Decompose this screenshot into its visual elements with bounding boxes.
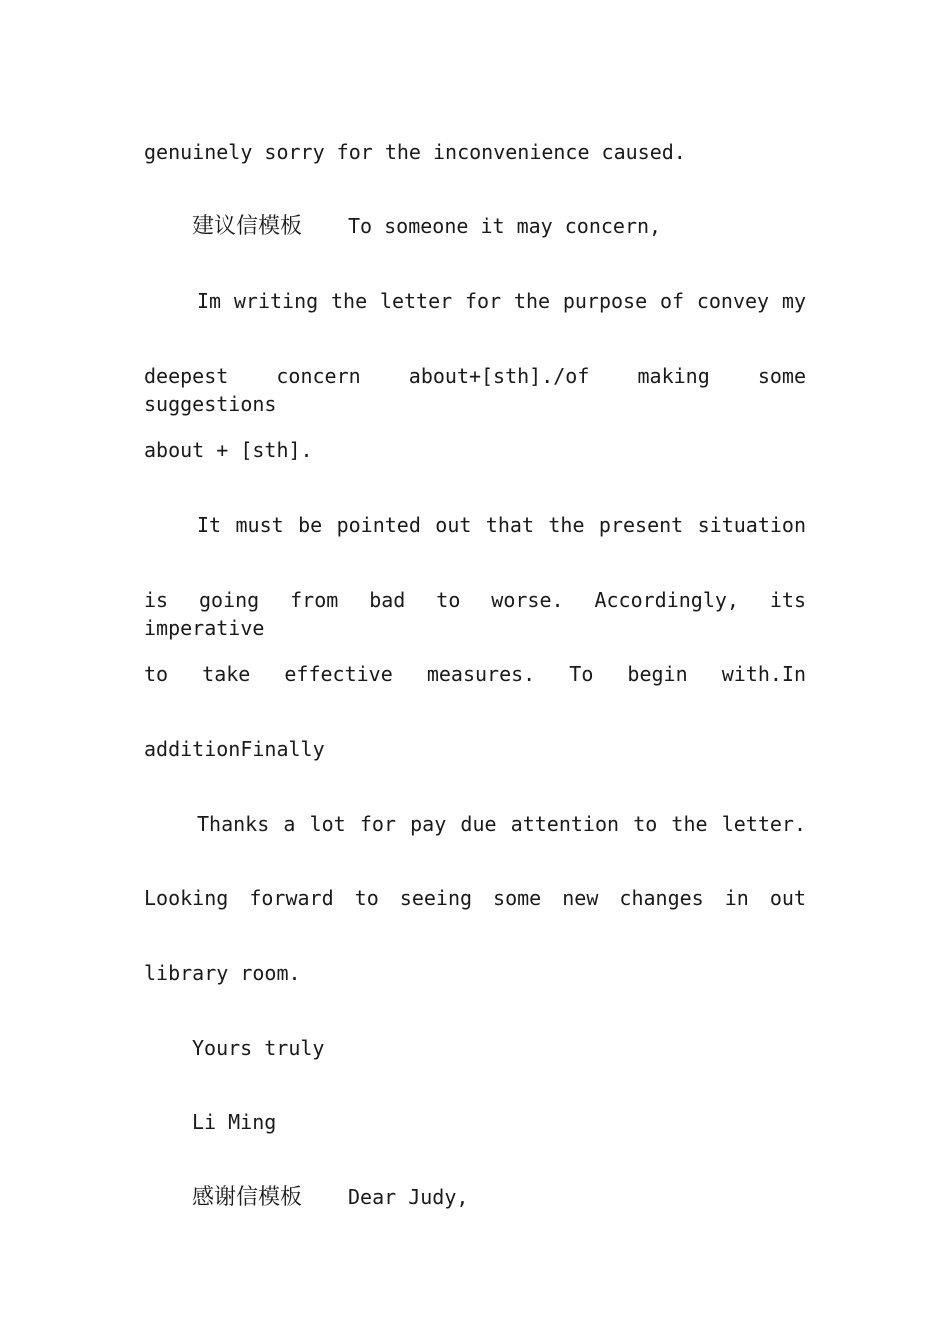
text-line: Im writing the letter for the purpose of convey my bbox=[197, 289, 806, 313]
text-line: Thanks a lot for pay due attention to the letter. bbox=[197, 812, 806, 836]
text-line: to take effective measures. To begin with.In bbox=[144, 662, 806, 686]
text-line: additionFinally bbox=[144, 737, 325, 761]
text-line: It must be pointed out that the present situation bbox=[197, 513, 806, 537]
text-line: is going from bad to worse. Accordingly, its imperative bbox=[144, 588, 806, 640]
text-line: genuinely sorry for the inconvenience caused. bbox=[144, 140, 686, 164]
suggestion-template-heading: 建议信模板 bbox=[192, 214, 303, 239]
text-line: Looking forward to seeing some new changes in out bbox=[144, 886, 806, 910]
text-line: about + [sth]. bbox=[144, 438, 313, 462]
signature: Li Ming bbox=[192, 1110, 277, 1134]
thanks-letter-heading-line bbox=[192, 1183, 806, 1212]
salutation: To someone it may concern, bbox=[348, 214, 662, 238]
suggestion-letter-heading-line bbox=[192, 212, 806, 241]
salutation: Dear Judy, bbox=[348, 1185, 469, 1209]
text-line: library room. bbox=[144, 961, 301, 985]
closing: Yours truly bbox=[192, 1036, 325, 1060]
thanks-template-heading: 感谢信模板 bbox=[192, 1185, 303, 1210]
text-line: deepest concern about+[sth]./of making some suggestions bbox=[144, 364, 806, 416]
